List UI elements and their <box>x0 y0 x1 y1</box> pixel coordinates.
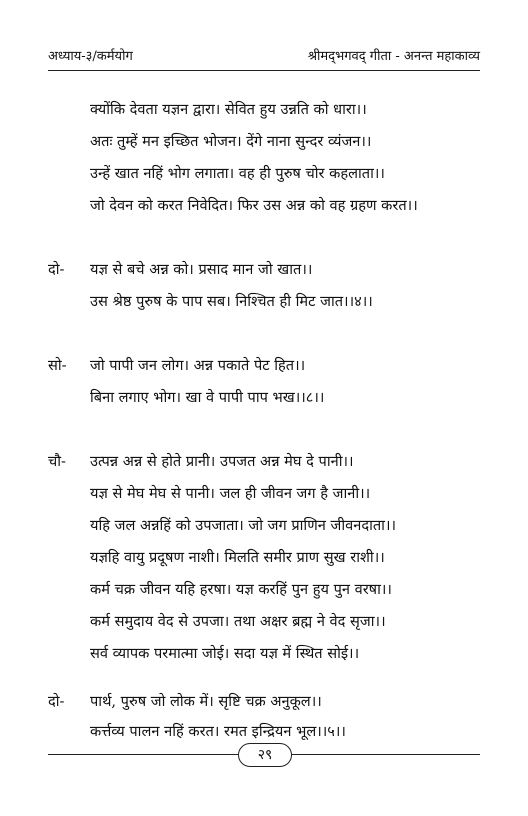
verse-line: क्योंकि देवता यज्ञन द्वारा। सेवित हुय उन्नति को धारा।। <box>90 101 367 118</box>
verse-line: जो पापी जन लोग। अन्न पकाते पेट हित।। <box>90 357 306 374</box>
verse-line: यज्ञ से मेघ मेघ से पानी। जल ही जीवन जग है जानी।। <box>90 485 371 502</box>
verse-line: अतः तुम्हें मन इच्छित भोजन। देंगे नाना सुन्दर व्यंजन।। <box>90 133 372 150</box>
verse-line: कर्त्तव्य पालन नहिं करत। रमत इन्द्रियन भूल।।५।। <box>90 723 346 740</box>
header-rule <box>48 70 480 71</box>
doha-label: दो- <box>48 693 65 710</box>
verse-line: कर्म चक्र जीवन यहि हरषा। यज्ञ करहिं पुन हुय पुन वरषा।। <box>90 581 392 598</box>
verse-line: यहि जल अन्नहिं को उपजाता। जो जग प्राणिन जीवनदाता।। <box>90 517 397 534</box>
doha-label: दो- <box>48 261 65 278</box>
verse-line: यज्ञहि वायु प्रदूषण नाशी। मिलति समीर प्राण सुख राशी।। <box>90 549 385 566</box>
chapter-title: अध्याय-३/कर्मयोग <box>48 49 133 64</box>
verse-line: पार्थ, पुरुष जो लोक में। सृष्टि चक्र अनुकूल।। <box>90 693 322 710</box>
verse-line: उस श्रेष्ठ पुरुष के पाप सब। निश्चित ही मिट जात।।४।। <box>90 293 373 310</box>
verse-line: बिना लगाए भोग। खा वे पापी पाप भख।।८।। <box>90 389 325 406</box>
verse-line: उत्पन्न अन्न से होते प्रानी। उपजत अन्न मेघ दे पानी।। <box>90 453 354 470</box>
chaupai-label: चौ- <box>48 453 66 470</box>
verse-line: सर्व व्यापक परमात्मा जोई। सदा यज्ञ में स्थित सोई।। <box>90 645 360 662</box>
verse-line: उन्हें खात नहिं भोग लगाता। वह ही पुरुष चोर कहलाता।। <box>90 165 385 182</box>
verse-line: जो देवन को करत निवेदित। फिर उस अन्न को वह ग्रहण करत।। <box>90 197 418 214</box>
verse-line: यज्ञ से बचे अन्न को। प्रसाद मान जो खात।। <box>90 261 313 278</box>
verse-line: कर्म समुदाय वेद से उपजा। तथा अक्षर ब्रह्म ने वेद सृजा।। <box>90 613 386 630</box>
book-title: श्रीमद्‌भगवद् गीता - अनन्त महाकाव्य <box>307 49 480 64</box>
footer-rule <box>48 754 238 755</box>
page-number: २९ <box>238 743 292 767</box>
footer-rule <box>290 754 480 755</box>
soratha-label: सो- <box>48 357 67 374</box>
running-header <box>48 46 480 68</box>
